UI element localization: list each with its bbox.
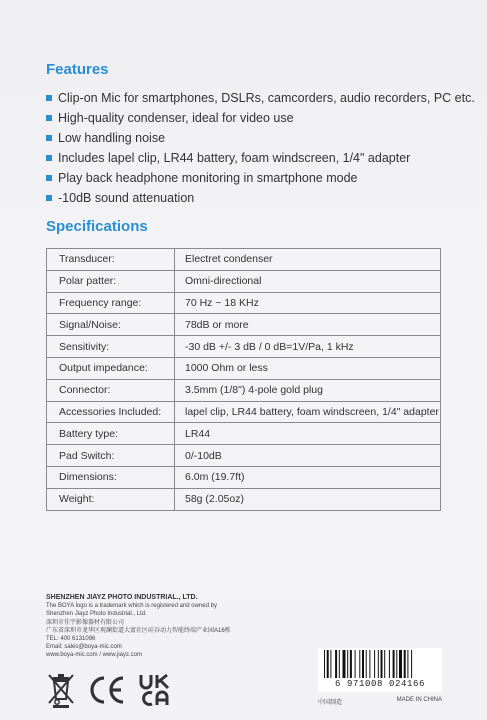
spec-value: 0/-10dB: [175, 445, 441, 467]
spec-value: Electret condenser: [175, 249, 441, 271]
spec-row: [47, 357, 441, 379]
spec-row: [47, 249, 441, 271]
spec-label: Output impedance:: [47, 357, 175, 379]
spec-label: Pad Switch:: [47, 445, 175, 467]
feature-text: Play back headphone monitoring in smartphone mode: [58, 171, 358, 185]
spec-label: Weight:: [47, 488, 175, 510]
spec-value: 1000 Ohm or less: [175, 357, 441, 379]
spec-label: Polar patter:: [47, 270, 175, 292]
company-tel: TEL: 400 6131096: [46, 636, 96, 643]
spec-label: Battery type:: [47, 423, 175, 445]
features-list: [46, 88, 475, 208]
spec-value: lapel clip, LR44 battery, foam windscreen, 1/4" adapter: [175, 401, 441, 423]
feature-item: [46, 128, 466, 148]
feature-item: [46, 148, 466, 168]
spec-label: Frequency range:: [47, 292, 175, 314]
bullet-square-icon: [46, 195, 52, 201]
weee-bin-icon: [46, 672, 76, 708]
spec-row: [47, 466, 441, 488]
made-in-china-cn: 中国制造: [318, 700, 343, 706]
certification-marks: [46, 671, 172, 709]
barcode-area: [318, 648, 442, 708]
bullet-square-icon: [46, 135, 52, 141]
spec-value: 70 Hz ~ 18 KHz: [175, 292, 441, 314]
spec-row: [47, 270, 441, 292]
feature-item: [46, 88, 475, 108]
spec-value: Omni-directional: [175, 270, 441, 292]
made-in-china: MADE IN CHINA: [396, 697, 442, 703]
origin-row: [318, 697, 442, 706]
bullet-square-icon: [46, 115, 52, 121]
company-web: www.boya-mic.com / www.jiayz.com: [46, 652, 143, 659]
spec-label: Transducer:: [47, 249, 175, 271]
bullet-square-icon: [46, 155, 52, 161]
trademark-line: The BOYA logo is a trademark which is registered and owned by: [46, 603, 217, 610]
feature-item: [46, 108, 466, 128]
spec-value: 3.5mm (1/8") 4-pole gold plug: [175, 379, 441, 401]
spec-value: 6.0m (19.7ft): [175, 466, 441, 488]
spec-row: [47, 488, 441, 510]
spec-row: [47, 423, 441, 445]
spec-label: Connector:: [47, 379, 175, 401]
spec-value: 78dB or more: [175, 314, 441, 336]
spec-label: Dimensions:: [47, 466, 175, 488]
company-email: Email: sales@boya-mic.com: [46, 644, 122, 651]
feature-item: [46, 188, 466, 208]
spec-label: Sensitivity:: [47, 336, 175, 358]
spec-value: LR44: [175, 423, 441, 445]
spec-label: Signal/Noise:: [47, 314, 175, 336]
feature-text: Clip-on Mic for smartphones, DSLRs, camcorders, audio recorders, PC etc.: [58, 91, 475, 105]
feature-text: Includes lapel clip, LR44 battery, foam windscreen, 1/4" adapter: [58, 151, 411, 165]
spec-row: [47, 445, 441, 467]
ukca-mark-icon: [138, 673, 172, 707]
company-name: SHENZHEN JIAYZ PHOTO INDUSTRIAL., LTD.: [46, 594, 198, 601]
spec-row: [47, 292, 441, 314]
features-heading: Features: [46, 61, 109, 78]
spec-label: Accessories Included:: [47, 401, 175, 423]
spec-row: [47, 336, 441, 358]
spec-row: [47, 401, 441, 423]
bullet-square-icon: [46, 175, 52, 181]
barcode-digits: 6 971008 024166: [320, 679, 440, 689]
spec-value: -30 dB +/- 3 dB / 0 dB=1V/Pa, 1 kHz: [175, 336, 441, 358]
spec-row: [47, 379, 441, 401]
specifications-table: [46, 248, 441, 511]
feature-text: -10dB sound attenuation: [58, 191, 195, 205]
spec-value: 58g (2.05oz): [175, 488, 441, 510]
ce-mark-icon: [88, 675, 126, 705]
feature-text: High-quality condenser, ideal for video use: [58, 111, 294, 125]
feature-item: [46, 168, 466, 188]
trademark-owner: Shenzhen Jiayz Photo Industrial., Ltd.: [46, 611, 147, 618]
spec-row: [47, 314, 441, 336]
bullet-square-icon: [46, 95, 52, 101]
barcode: [318, 648, 442, 692]
specifications-heading: Specifications: [46, 218, 148, 235]
feature-text: Low handling noise: [58, 131, 166, 145]
company-name-cn: 深圳市佳宇影像器材有限公司: [46, 619, 125, 626]
company-info: [46, 594, 306, 660]
company-address-cn: 广东省深圳市龙华区观澜街道大富社区硅谷动力智能终端产业园A16栋: [46, 627, 231, 634]
